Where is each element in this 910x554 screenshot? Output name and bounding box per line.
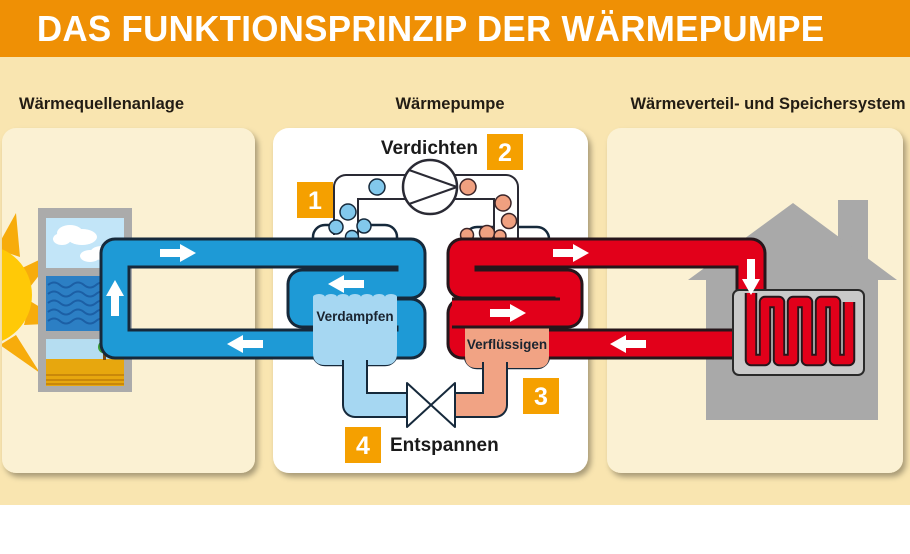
step-1-number: 1 [308, 187, 322, 215]
label-verfluessigen: Verflüssigen [466, 337, 548, 352]
radiator [733, 290, 864, 375]
section-title-source: Wärmequellenanlage [19, 95, 185, 113]
step-4-number: 4 [356, 432, 370, 460]
section-title-distribution: Wärmeverteil- und Speichersystem [630, 95, 906, 113]
title-bar [0, 0, 910, 57]
compressor-icon [403, 160, 457, 214]
step-2-number: 2 [498, 139, 512, 167]
bottom-margin [0, 505, 910, 554]
label-verdampfen: Verdampfen [316, 309, 394, 324]
label-verdichten: Verdichten [380, 138, 478, 159]
section-title-pump: Wärmepumpe [395, 95, 505, 113]
heat-pump-diagram [0, 57, 910, 554]
evaporator-liquid [313, 294, 397, 365]
step-3-number: 3 [534, 383, 548, 411]
label-entspannen: Entspannen [390, 435, 499, 456]
page-title: DAS FUNKTIONSPRINZIP DER WÄRMEPUMPE [36, 7, 825, 49]
